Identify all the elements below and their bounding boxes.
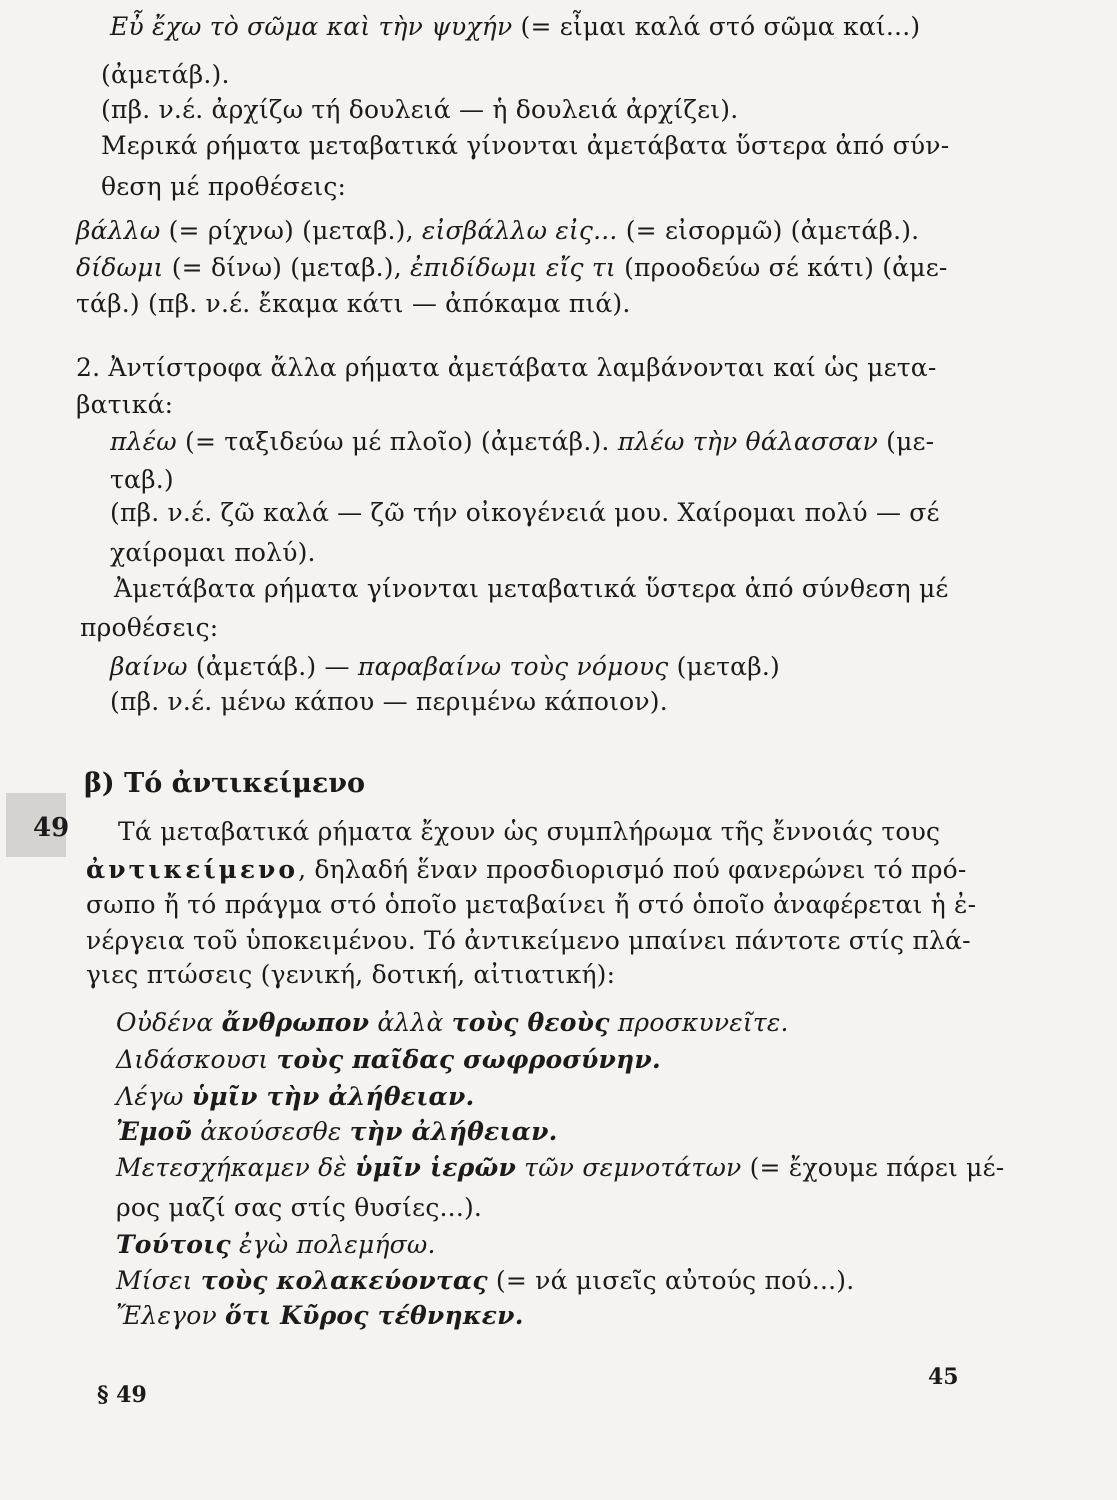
example-3: Λέγω ὑμῖν τὴν ἀλήθειαν. xyxy=(116,1082,475,1111)
text-line-7: δίδωμι (= δίνω) (μεταβ.), ἐπιδίδωμι εἴς τι (προοδεύω σέ κάτι) (ἀμε- xyxy=(76,253,948,282)
paragraph-line-2: ἀντικείμενο, δηλαδή ἕναν προσδιορισμό πού φανερώνει τό πρό- xyxy=(86,855,967,884)
text-line-4: Μερικά ρήματα μεταβατικά γίνονται ἀμετάβατα ὕστερα ἀπό σύν- xyxy=(101,131,950,160)
example-2: Διδάσκουσι τοὺς παῖδας σωφροσύνην. xyxy=(116,1045,661,1074)
text-line-17: βαίνω (ἀμετάβ.) — παραβαίνω τοὺς νόμους (μεταβ.) xyxy=(110,652,781,681)
paragraph-line-5: γιες πτώσεις (γενική, δοτική, αἰτιατική): xyxy=(86,960,616,989)
text-line-10: βατικά: xyxy=(76,390,174,419)
text-line-18: (πβ. ν.έ. μένω κάπου — περιμένω κάποιον). xyxy=(110,687,668,716)
text-line-11: πλέω (= ταξιδεύω μέ πλοῖο) (ἀμετάβ.). πλέω τὴν θάλασσαν (με- xyxy=(110,427,935,456)
example-6: Τούτοις ἐγὼ πολεμήσω. xyxy=(116,1230,436,1259)
example-5: Μετεσχήκαμεν δὲ ὑμῖν ἱερῶν τῶν σεμνοτάτων (= ἔχουμε πάρει μέ- xyxy=(116,1153,1005,1182)
section-number: 49 xyxy=(33,813,70,843)
paragraph-line-4: νέργεια τοῦ ὑποκειμένου. Τό ἀντικείμενο μπαίνει πάντοτε στίς πλά- xyxy=(86,926,971,955)
term-object: ἀντικείμενο xyxy=(86,855,299,884)
text-line-14: χαίρομαι πολύ). xyxy=(110,538,316,567)
text-line-6: βάλλω (= ρίχνω) (μεταβ.), εἰσβάλλω εἰς... (= εἰσορμῶ) (ἀμετάβ.). xyxy=(76,216,920,245)
footer-section-ref: § 49 xyxy=(97,1382,147,1408)
text-line-8: τάβ.) (πβ. ν.έ. ἔκαμα κάτι — ἀπόκαμα πιά). xyxy=(76,289,631,318)
example-7: Μίσει τοὺς κολακεύοντας (= νά μισεῖς αὐτούς πού...). xyxy=(116,1266,855,1295)
text-line-5: θεση μέ προθέσεις: xyxy=(101,172,347,201)
text-line-12: ταβ.) xyxy=(110,465,174,494)
paragraph-line-1: Τά μεταβατικά ρήματα ἔχουν ὡς συμπλήρωμα τῆς ἔννοιάς τους xyxy=(118,817,941,846)
text-line-16: προθέσεις: xyxy=(80,613,219,642)
text-line-15: Ἀμετάβατα ρήματα γίνονται μεταβατικά ὕστερα ἀπό σύνθεση μέ xyxy=(114,574,949,603)
example-1: Οὐδένα ἄνθρωπον ἀλλὰ τοὺς θεοὺς προσκυνεῖτε. xyxy=(116,1008,789,1037)
page-number: 45 xyxy=(928,1364,959,1390)
text-line-3: (πβ. ν.έ. ἀρχίζω τή δουλειά — ἡ δουλειά ἀρχίζει). xyxy=(101,95,739,124)
text-line-13: (πβ. ν.έ. ζῶ καλά — ζῶ τήν οἰκογένειά μου. Χαίρομαι πολύ — σέ xyxy=(110,498,940,527)
text-line-9: 2. Ἀντίστροφα ἄλλα ρήματα ἀμετάβατα λαμβάνονται καί ὡς μετα- xyxy=(76,353,937,382)
example-5-continued: ρος μαζί σας στίς θυσίες...). xyxy=(116,1193,483,1222)
text-line-1: Εὖ ἔχω τὸ σῶμα καὶ τὴν ψυχήν (= εἶμαι καλά στό σῶμα καί...) xyxy=(110,12,921,41)
section-heading: β) Τό ἀντικείμενο xyxy=(84,768,365,799)
paragraph-line-3: σωπο ἤ τό πράγμα στό ὁποῖο μεταβαίνει ἤ στό ὁποῖο ἀναφέρεται ἡ ἐ- xyxy=(86,890,977,919)
example-8: Ἔλεγον ὅτι Κῦρος τέθνηκεν. xyxy=(116,1301,524,1330)
example-4: Ἐμοῦ ἀκούσεσθε τὴν ἀλήθειαν. xyxy=(116,1117,558,1146)
text-line-2: (ἀμετάβ.). xyxy=(101,60,230,89)
